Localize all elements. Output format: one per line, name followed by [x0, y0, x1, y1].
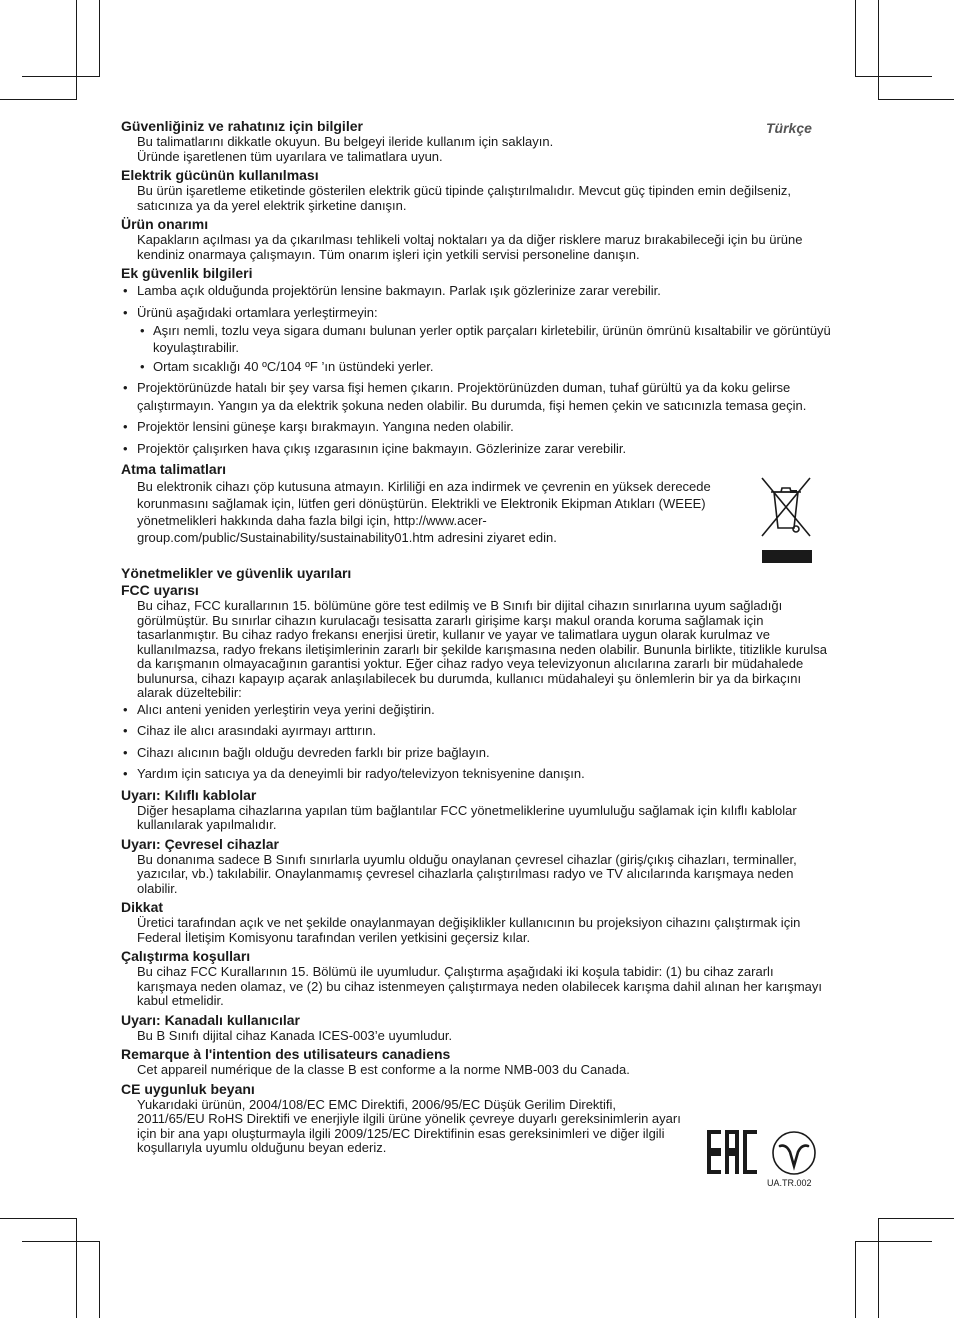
- crop-mark-tr-v2: [878, 0, 879, 100]
- list-item: • Alıcı anteni yeniden yerleştirin veya yerini değiştirin.: [121, 701, 833, 719]
- list-item: • Lamba açık olduğunda projektörün lensine bakmayın. Parlak ışık gözlerinize zarar verebilir.: [121, 282, 833, 300]
- section-title-caution: Dikkat: [121, 899, 164, 915]
- repair-text: Kapakların açılması ya da çıkarılması tehlikeli voltaj noktaları ya da diğer risklere maruz bırakabileceği için bu ürüne kendiniz onarmaya çalışmayın. Tüm onarım işleri için yetkili servisi personeline danışın.: [137, 232, 803, 262]
- crop-mark-tl-v: [99, 0, 100, 77]
- list-item: • Cihaz ile alıcı arasındaki ayırmayı arttırın.: [121, 722, 833, 740]
- crop-mark-bl-h: [0, 1218, 77, 1219]
- list-item: • Projektörünüzde hatalı bir şey varsa fişi hemen çıkarın. Projektörünüzden duman, tuhaf gürültü ya da koku gelirse çalıştırmayın. Yangın ya da elektrik şokuna neden olabilir. Bu durumda, fişi hemen çekin ve satıcınızla temasa geçin.: [121, 379, 833, 414]
- eac-mark-icon: [706, 1128, 758, 1176]
- caution-text: Üretici tarafından açık ve net şekilde onaylanmayan değişiklikler kullanıcının bu projeksiyon cihazını çalıştırmak için Federal İletişim Komisyonu tarafından verilen yetkisini geçersiz kılar.: [137, 915, 801, 945]
- fcc-measures-list: [121, 701, 833, 783]
- crop-mark-tl-h: [22, 76, 100, 77]
- section-title-peripherals: Uyarı: Çevresel cihazlar: [121, 835, 279, 852]
- section-title-ce: CE uygunluk beyanı: [121, 1080, 255, 1097]
- power-text: Bu ürün işaretleme etiketinde gösterilen elektrik gücü tipinde çalıştırılmalıdır. Mevcut güç tipinden emin değilseniz, satıcınıza ya da yerel elektrik şirketine danışın.: [137, 183, 791, 213]
- crop-mark-tl-v2: [76, 0, 77, 100]
- section-title-canada: Uyarı: Kanadalı kullanıcılar: [121, 1011, 300, 1028]
- language-label: Türkçe: [766, 120, 812, 136]
- crop-mark-tl-h2: [0, 99, 77, 100]
- canada-text: Bu B Sınıfı dijital cihaz Kanada ICES-003’e uyumludur.: [137, 1027, 453, 1043]
- crop-mark-br-h2: [855, 1241, 932, 1242]
- safety-line-2: Üründe işaretlenen tüm uyarılara ve talimatlara uyun.: [137, 148, 443, 164]
- list-item: • Projektör çalışırken hava çıkış ızgarasının içine bakmayın. Gözlerinize zarar verebilir.: [121, 440, 833, 458]
- peripheral-text: Bu donanıma sadece B Sınıfı sınırlarla uyumlu olduğu onaylanan çevresel cihazlar (giriş/çıkış cihazları, terminaller, yazıcılar, vb.) takılabilir. Onaylanmamış çevresel cihazlarla çalıştırılması radyo ve TV alıcılarında karışmaya neden olabilir.: [137, 851, 797, 896]
- section-title-regulations: Yönetmelikler ve güvenlik uyarıları: [121, 565, 352, 581]
- remarque-text: Cet appareil numérique de la classe B est conforme a la norme NMB-003 du Canada.: [137, 1062, 630, 1077]
- list-item: • Aşırı nemli, tozlu veya sigara dumanı bulunan yerler optik parçaları kirletebilir, ürünün ömrünü kısaltabilir ve görüntüyü koyulaştırabilir.: [137, 322, 833, 356]
- crop-mark-tr-h: [855, 76, 932, 77]
- section-title-safety: Güvenliğiniz ve rahatınız için bilgiler: [121, 118, 363, 134]
- ce-text: Yukarıdaki ürünün, 2004/108/EC EMC Direktifi, 2006/95/EC Düşük Gerilim Direktifi, 2011/65/EU RoHS Direktifi ve enerjiyle ilgili ürüne yönelik çevreye duyarlı gereksinimlerin ayarı için bir ana yapı oluşturmayla ilgili 2009/125/EC Direktifinin esas gereksinimleri ve diğer ilgili koşullarıyla uyumlu olduğunu beyan ederiz.: [137, 1096, 681, 1155]
- shielded-text: Diğer hesaplama cihazlarına yapılan tüm bağlantılar FCC yönetmeliklerine uyumluluğu sağlamak için kılıflı kablolar kullanılarak yapılmalıdır.: [137, 802, 797, 832]
- extra-safety-list: [121, 282, 833, 457]
- crop-mark-br-h: [878, 1218, 954, 1219]
- safety-text: [121, 135, 833, 164]
- crop-mark-tr-v: [855, 0, 856, 77]
- section-title-power: Elektrik gücünün kullanılması: [121, 167, 319, 183]
- weee-bin-icon: [760, 476, 812, 566]
- section-title-repair: Ürün onarımı: [121, 216, 209, 232]
- safety-line-1: Bu talimatlarını dikkatle okuyun. Bu belgeyi ileride kullanım için saklayın.: [137, 134, 554, 149]
- crop-mark-bl-v2: [99, 1241, 100, 1318]
- ua-conformity-icon: [768, 1128, 820, 1178]
- list-item: • Ürünü aşağıdaki ortamlara yerleştirmeyin: • Aşırı nemli, tozlu veya sigara dumanı bulunan yerler optik parçaları kirletebilir, ürünün ömrünü kısaltabilir ve görüntüyü koyulaştırabilir. • Ortam sıcaklığı 40 ºC/104 ºF ’ın üstündeki yerler.: [121, 304, 833, 376]
- ua-code-label: UA.TR.002: [767, 1178, 812, 1188]
- disposal-text: Bu elektronik cihazı çöp kutusuna atmayın. Kirliliği en aza indirmek ve çevrenin en yüksek derecede korunmasını sağlamak için, lütfen geri dönüştürün. Elektrikli ve Elektronik Ekipman Atıkları (WEEE) yönetmelikleri hakkında daha fazla bilgi için, http://www.acer-group.com/public/Sustainability/sustainability01.htm adresini ziyaret edin.: [137, 479, 711, 545]
- list-item: • Projektör lensini güneşe karşı bırakmayın. Yangına neden olabilir.: [121, 418, 833, 436]
- section-title-fcc: FCC uyarısı: [121, 582, 199, 598]
- crop-mark-br-v: [878, 1218, 879, 1318]
- crop-mark-br-v2: [855, 1241, 856, 1318]
- section-title-conditions: Çalıştırma koşulları: [121, 948, 251, 964]
- crop-mark-bl-h2: [22, 1241, 100, 1242]
- list-item: • Cihazı alıcının bağlı olduğu devreden farklı bir prize bağlayın.: [121, 744, 833, 762]
- section-title-extra-safety: Ek güvenlik bilgileri: [121, 265, 253, 281]
- crop-mark-tr-h2: [878, 99, 954, 100]
- crop-mark-bl-v: [76, 1218, 77, 1318]
- section-title-remarque: Remarque à l'intention des utilisateurs canadiens: [121, 1046, 451, 1062]
- list-item: • Yardım için satıcıya ya da deneyimli bir radyo/televizyon teknisyenine danışın.: [121, 765, 833, 783]
- section-title-shielded-cables: Uyarı: Kılıflı kablolar: [121, 786, 257, 803]
- document-body: [121, 118, 833, 1156]
- environment-sublist: [137, 322, 833, 375]
- conditions-text: Bu cihaz FCC Kurallarının 15. Bölümü ile uyumludur. Çalıştırma aşağıdaki iki koşula tabidir: (1) bu cihaz zararlı karışmaya neden olamaz, ve (2) bu cihaz istenmeyen çalıştırmaya neden olabilecek karışma dahil alınan her karışmayı kabul etmelidir.: [137, 964, 822, 1008]
- list-item: • Ortam sıcaklığı 40 ºC/104 ºF ’ın üstündeki yerler.: [137, 358, 833, 375]
- fcc-text: Bu cihaz, FCC kurallarının 15. bölümüne göre test edilmiş ve B Sınıfı bir dijital cihazın sınırlarına uyum sağladığı görülmüştür. Bu sınırlar cihazın kurulacağı tesisatta zararlı girişime karşı makul oranda koruma sağlamak için tasarlanmıştır. Bu cihaz radyo frekansı enerjisi üretir, kullanır ve yayar ve talimatlara uygun olarak kurulmaz ve kullanılmazsa, radyo frekans iletişimlerinin zararlı bir şekilde karışmasına neden olabilir. Bununla birlikte, titizlikle kurulsa da karışmanın olmayacağının garantisi yoktur. Eğer cihaz radyo veya televizyonun alıcılarına zararlı bir müdahalede bulunursa, cihazı kapayıp açarak anlaşılabilecek bu durumda, kullanıcı müdahaleyi şu önlemlerin bir ya da birkaçını alarak düzeltebilir:: [137, 598, 828, 700]
- section-title-disposal: Atma talimatları: [121, 461, 227, 477]
